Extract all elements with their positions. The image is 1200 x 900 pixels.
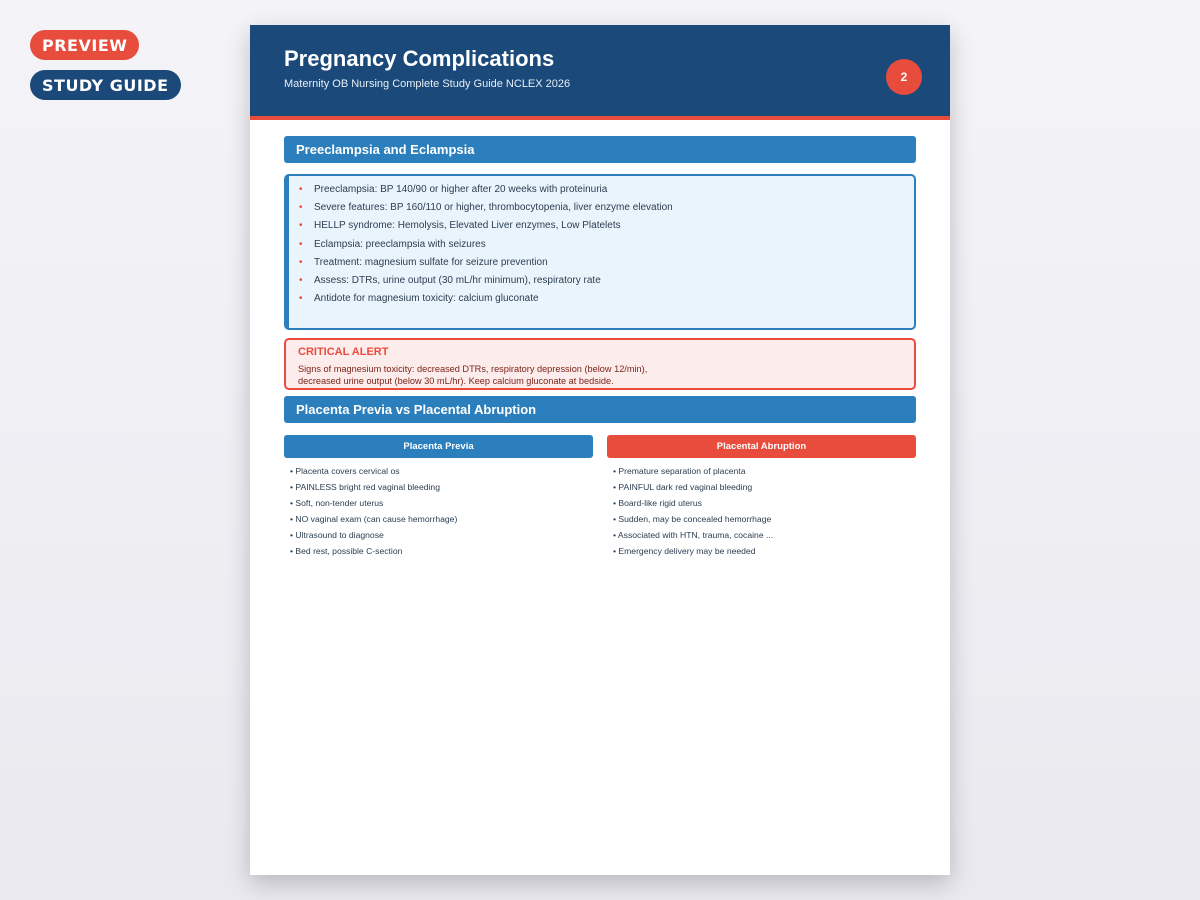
list-item bbox=[299, 201, 914, 219]
list-item: • Sudden, may be concealed hemorrhage bbox=[613, 514, 772, 524]
page-header bbox=[250, 25, 950, 120]
document-page bbox=[250, 25, 950, 875]
preview-badge: PREVIEW bbox=[30, 30, 139, 60]
list-item: • Emergency delivery may be needed bbox=[613, 546, 756, 556]
alert-title: CRITICAL ALERT bbox=[298, 346, 389, 358]
placenta-previa-list bbox=[290, 465, 590, 561]
bullet-icon: • bbox=[299, 202, 303, 214]
list-item bbox=[299, 256, 914, 274]
preeclampsia-info-box bbox=[284, 174, 916, 330]
list-item-text: Severe features: BP 160/110 or higher, thrombocytopenia, liver enzyme elevation bbox=[314, 202, 673, 214]
bullet-icon: • bbox=[299, 293, 303, 305]
list-item-text: Eclampsia: preeclampsia with seizures bbox=[314, 238, 486, 250]
list-item: • PAINLESS bright red vaginal bleeding bbox=[290, 482, 440, 492]
bullet-icon: • bbox=[299, 274, 303, 286]
page-subtitle: Maternity OB Nursing Complete Study Guide NCLEX 2026 bbox=[284, 78, 571, 90]
preeclampsia-bullet-list bbox=[299, 183, 914, 310]
list-item: • Bed rest, possible C-section bbox=[290, 546, 403, 556]
list-item: • Associated with HTN, trauma, cocaine ... bbox=[613, 530, 774, 540]
list-item: • Placenta covers cervical os bbox=[290, 466, 400, 476]
list-item bbox=[299, 274, 914, 292]
list-item bbox=[299, 292, 914, 310]
list-item: • PAINFUL dark red vaginal bleeding bbox=[613, 482, 753, 492]
list-item: • Premature separation of placenta bbox=[613, 466, 746, 476]
study-guide-badge: STUDY GUIDE bbox=[30, 70, 181, 100]
section-heading-placenta: Placenta Previa vs Placental Abruption bbox=[284, 396, 916, 423]
placental-abruption-heading: Placental Abruption bbox=[607, 435, 916, 458]
bullet-icon: • bbox=[299, 256, 303, 268]
list-item: • Board-like rigid uterus bbox=[613, 498, 702, 508]
bullet-icon: • bbox=[299, 238, 303, 250]
list-item-text: Assess: DTRs, urine output (30 mL/hr minimum), respiratory rate bbox=[314, 274, 601, 286]
list-item: • Ultrasound to diagnose bbox=[290, 530, 384, 540]
list-item: • NO vaginal exam (can cause hemorrhage) bbox=[290, 514, 458, 524]
placenta-previa-heading: Placenta Previa bbox=[284, 435, 593, 458]
placental-abruption-list bbox=[613, 465, 913, 561]
alert-text: Signs of magnesium toxicity: decreased DTRs, respiratory depression (below 12/min), decreased urine output (below 30 mL/hr). Keep calcium gluconate at bedside. bbox=[298, 364, 648, 386]
list-item-text: HELLP syndrome: Hemolysis, Elevated Liver enzymes, Low Platelets bbox=[314, 220, 621, 232]
page-title: Pregnancy Complications bbox=[284, 46, 555, 71]
list-item-text: Antidote for magnesium toxicity: calcium gluconate bbox=[314, 293, 539, 305]
bullet-icon: • bbox=[299, 184, 303, 195]
list-item bbox=[299, 183, 914, 201]
list-item bbox=[299, 219, 914, 237]
list-item-text: Preeclampsia: BP 140/90 or higher after 20 weeks with proteinuria bbox=[314, 184, 608, 195]
critical-alert-box bbox=[284, 338, 916, 390]
page-number: 2 bbox=[886, 59, 922, 95]
list-item bbox=[299, 238, 914, 256]
list-item: • Soft, non-tender uterus bbox=[290, 498, 384, 508]
bullet-icon: • bbox=[299, 220, 303, 232]
list-item-text: Treatment: magnesium sulfate for seizure prevention bbox=[314, 256, 548, 268]
section-heading-preeclampsia: Preeclampsia and Eclampsia bbox=[284, 136, 916, 163]
